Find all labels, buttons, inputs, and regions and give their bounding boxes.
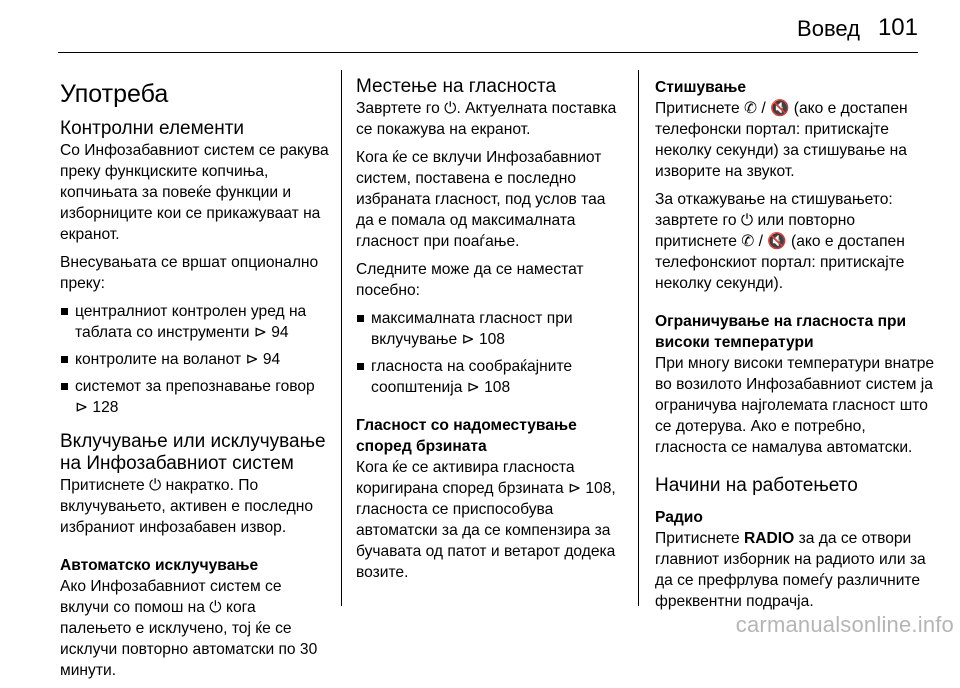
volume-paragraph-2: Кога ќе се вклучи Инфозабавниот систем, поставена е последно избраната гласност, под услов таа да е помала од максималната гласност при поаѓање. [356,149,606,250]
chapter-title: Употреба [60,80,169,108]
list-item: централниот контролен уред на таблата со инструменти ⊳ 94 [60,301,330,343]
onoff-heading: Вклучување или исклучување на Инфозабавниот систем [60,431,326,474]
temperature-heading: Ограничување на гласноста при високи температури [655,313,907,351]
column-2 [356,68,626,590]
radio-text-before: Притиснете [655,530,744,547]
radio-paragraph [655,528,935,612]
speed-volume-paragraph: Кога ќе се активира гласноста коригирана според брзината ⊳ 108, гласноста се приспособува автоматски за да се компензира за бучавата од патот и ветарот додека возите. [356,459,616,581]
volume-list [356,308,626,398]
column-divider-2 [638,70,639,606]
header-divider [58,52,918,53]
controls-heading: Контролни елементи [60,118,245,139]
mute-paragraph-1: Притиснете ✆ / 🔇 (ако е достапен телефонски портал: притискајте неколку секунди) за стишување на изворите на звукот. [655,100,908,180]
autooff-paragraph: Ако Инфозабавниот систем се вклучи со помош на ⏻ кога палењето е исклучено, тој ќе се исклучи повторно автоматски по 30 минути. [60,578,318,679]
volume-paragraph-3: Следните може да се наместат посебно: [356,261,584,299]
onoff-paragraph: Притиснете ⏻ накратко. По вклучувањето, активен е последно избраниот инфозабавен извор. [60,477,313,536]
radio-text-after: за да се отвори главниот изборник на радиото или за да се префрлува помеѓу различните фреквентни подрачја. [655,530,926,610]
controls-paragraph-2: Внесувањата се вршат опционално преку: [60,254,319,292]
modes-heading: Начини на работењето [655,475,858,496]
watermark: carmanualsonline.info [735,612,954,637]
page-header [0,0,960,52]
controls-list [60,301,330,418]
list-item: системот за препознавање говор ⊳ 128 [60,376,330,418]
volume-paragraph-1: Завртете го ⏻. Актуелната поставка се покажува на екранот. [356,100,617,138]
list-item: контролите на воланот ⊳ 94 [60,349,330,370]
speed-volume-heading: Гласност со надоместување според брзината [356,417,577,455]
page-number: 101 [877,14,918,41]
volume-heading: Местење на гласноста [356,76,557,97]
mute-paragraph-2: За откажување на стишувањето: завртете го ⏻ или повторно притиснете ✆ / 🔇 (ако е достапен телефонскиот портал: притискајте неколку секунди). [655,191,905,292]
list-item: максималната гласност при вклучување ⊳ 108 [356,308,626,350]
radio-heading: Радио [655,509,703,526]
controls-paragraph-1: Со Инфозабавниот систем се ракува преку функциските копчиња, копчињата за повеќе функции и изборниците кои се прикажуваат на екранот. [60,142,329,243]
list-item: гласноста на сообраќајните соопштенија ⊳ 108 [356,356,626,398]
autooff-heading: Автоматско исклучување [60,557,259,574]
radio-button-label: RADIO [743,530,795,547]
column-3 [655,68,935,619]
mute-heading: Стишување [655,79,747,96]
column-1 [60,68,330,688]
section-title: Вовед [797,16,860,41]
column-divider-1 [341,70,342,606]
temperature-paragraph: При многу високи температури внатре во возилото Инфозабавниот систем ја ограничува најголемата гласност што се дотерува. Ако е потребно, гласноста се намалува автоматски. [655,355,935,456]
